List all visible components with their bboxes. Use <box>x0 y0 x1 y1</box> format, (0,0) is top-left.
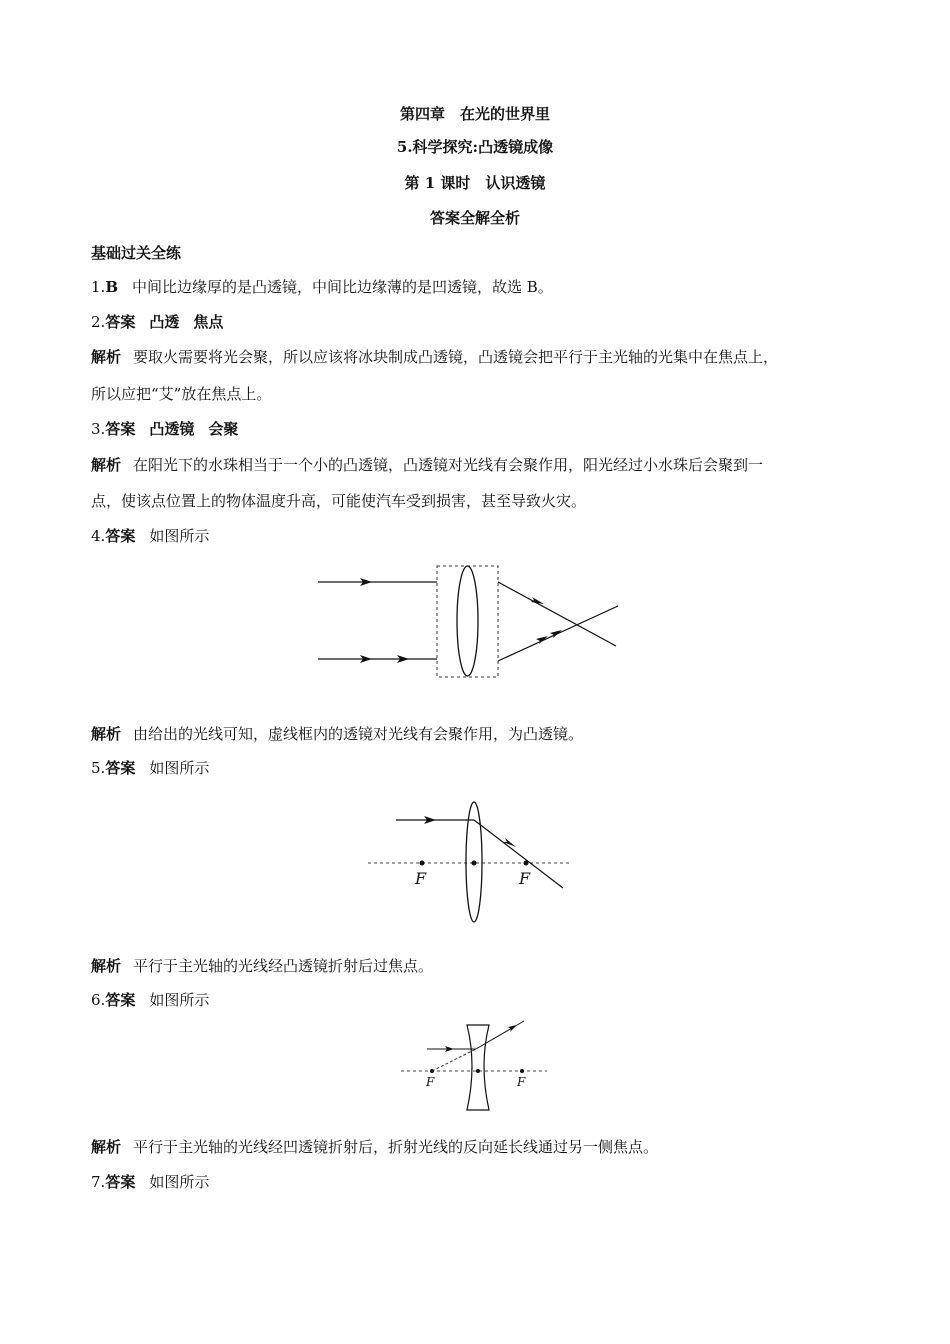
q6-analysis-text: 平行于主光轴的光线经凹透镜折射后，折射光线的反向延长线通过另一侧焦点。 <box>133 1138 659 1156</box>
q4-analysis-line <box>91 724 583 744</box>
q6-analysis-line <box>91 1137 658 1157</box>
q6-incident-ray <box>427 1046 476 1052</box>
q3-analysis-line-1 <box>91 455 763 475</box>
q4-answer-line <box>91 526 209 546</box>
q3-label: 答案 <box>105 420 136 438</box>
q3-answer-2: 会聚 <box>208 420 239 438</box>
q6-focus-label-right: F <box>517 1075 526 1089</box>
q2-number: 2. <box>91 313 106 331</box>
q1-line <box>91 277 553 297</box>
q5-answer: 如图所示 <box>149 759 210 777</box>
q6-analysis-label: 解析 <box>91 1138 122 1156</box>
q5-focus-label-right: F <box>519 869 531 888</box>
q6-figure-concave-lens <box>395 1015 555 1115</box>
q5-number: 5. <box>91 759 106 777</box>
q5-optical-center <box>472 861 477 866</box>
q4-analysis-label: 解析 <box>91 725 122 743</box>
q4-incident-ray-top <box>318 578 437 586</box>
q5-incident-ray <box>396 816 474 824</box>
q4-convex-lens <box>457 566 478 676</box>
q3-analysis-label: 解析 <box>91 456 122 474</box>
q2-answer-2: 焦点 <box>193 313 224 331</box>
q4-dashed-box <box>437 566 498 677</box>
q2-analysis-label: 解析 <box>91 348 122 366</box>
q6-concave-lens <box>467 1025 489 1110</box>
q5-answer-line <box>91 758 209 778</box>
q2-answer-line <box>91 312 223 332</box>
q3-answer-1: 凸透镜 <box>149 420 195 438</box>
q5-analysis-text: 平行于主光轴的光线经凸透镜折射后过焦点。 <box>133 957 434 975</box>
q6-label: 答案 <box>105 991 136 1009</box>
q5-label: 答案 <box>105 759 136 777</box>
q6-answer-line <box>91 990 209 1010</box>
q1-number: 1. <box>91 278 106 296</box>
q3-answer-line <box>91 419 238 439</box>
q4-analysis-text: 由给出的光线可知，虚线框内的透镜对光线有会聚作用，为凸透镜。 <box>133 725 584 743</box>
q7-answer-line <box>91 1172 209 1192</box>
q6-focus-point-right <box>520 1069 524 1073</box>
section-title: 5.科学探究:凸透镜成像 <box>396 138 554 156</box>
q4-answer: 如图所示 <box>149 527 210 545</box>
q4-figure-convex-lens-box <box>310 560 630 685</box>
q7-answer: 如图所示 <box>149 1173 210 1191</box>
q5-focus-point-left <box>420 861 425 866</box>
q7-number: 7. <box>91 1173 106 1191</box>
q4-label: 答案 <box>105 527 136 545</box>
q2-analysis-line-2: 所以应把“艾”放在焦点上。 <box>91 385 272 403</box>
q1-text: 中间比边缘厚的是凸透镜，中间比边缘薄的是凹透镜，故选 B。 <box>132 278 553 296</box>
q6-extension-line <box>432 1049 476 1071</box>
q2-analysis-line-1 <box>91 347 778 367</box>
part-title: 基础过关全练 <box>91 244 182 262</box>
q4-incident-ray-bottom <box>318 655 437 663</box>
q2-label: 答案 <box>105 313 136 331</box>
answer-subtitle: 答案全解全析 <box>429 209 520 227</box>
q4-refracted-ray-top <box>498 582 616 646</box>
q3-number: 3. <box>91 420 106 438</box>
q2-analysis-text-1: 要取火需要将光会聚，所以应该将冰块制成凸透镜，凸透镜会把平行于主光轴的光集中在焦点上， <box>133 348 779 366</box>
lesson-title: 第 1 课时 认识透镜 <box>404 174 546 192</box>
q6-number: 6. <box>91 991 106 1009</box>
q5-focus-label-left: F <box>415 869 427 888</box>
q3-analysis-text-1: 在阳光下的水珠相当于一个小的凸透镜，凸透镜对光线有会聚作用，阳光经过小水珠后会聚到一 <box>133 456 764 474</box>
q7-label: 答案 <box>105 1173 136 1191</box>
q6-optical-center <box>476 1069 480 1073</box>
q1-answer: B <box>105 278 118 296</box>
chapter-title: 第四章 在光的世界里 <box>399 105 550 123</box>
q4-number: 4. <box>91 527 106 545</box>
q6-focus-label-left: F <box>426 1075 435 1089</box>
q6-answer: 如图所示 <box>149 991 210 1009</box>
q2-answer-1: 凸透 <box>149 313 180 331</box>
q5-figure-convex-lens <box>360 795 580 930</box>
q5-analysis-label: 解析 <box>91 957 122 975</box>
q5-analysis-line <box>91 956 433 976</box>
q3-analysis-line-2: 点，使该点位置上的物体温度升高，可能使汽车受到损害，甚至导致火灾。 <box>91 492 587 510</box>
